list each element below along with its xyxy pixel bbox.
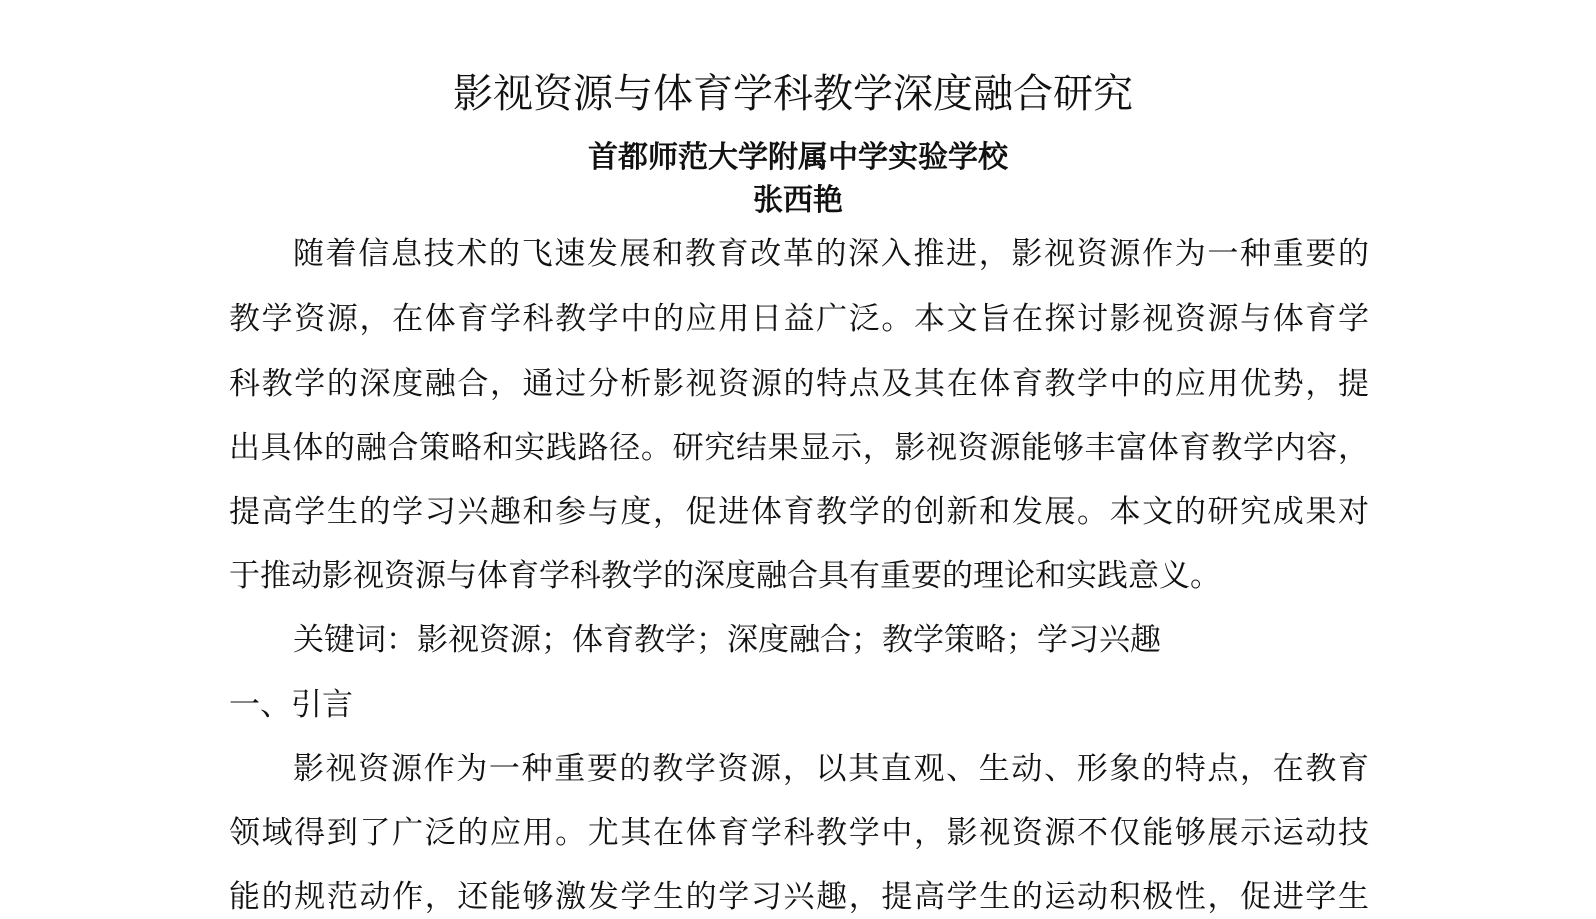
- section-heading: 一、引言: [229, 687, 353, 723]
- abstract-line: 于推动影视资源与体育学科教学的深度融合具有重要的理论和实践意义。: [229, 558, 1221, 594]
- author-affiliation: 首都师范大学附属中学实验学校: [588, 140, 1008, 175]
- abstract-line: 提高学生的学习兴趣和参与度，促进体育教学的创新和发展。本文的研究成果对: [229, 494, 1369, 530]
- intro-line: 能的规范动作，还能够激发学生的学习兴趣，提高学生的运动积极性，促进学生: [229, 879, 1369, 915]
- abstract-line: 科教学的深度融合，通过分析影视资源的特点及其在体育教学中的应用优势，提: [229, 366, 1369, 402]
- abstract-line: 出具体的融合策略和实践路径。研究结果显示，影视资源能够丰富体育教学内容，: [229, 430, 1369, 466]
- paper-title: 影视资源与体育学科教学深度融合研究: [453, 71, 1133, 117]
- intro-line: 领域得到了广泛的应用。尤其在体育学科教学中，影视资源不仅能够展示运动技: [229, 815, 1369, 851]
- abstract-line: 教学资源，在体育学科教学中的应用日益广泛。本文旨在探讨影视资源与体育学: [229, 301, 1369, 337]
- intro-line: 影视资源作为一种重要的教学资源，以其直观、生动、形象的特点，在教育: [293, 751, 1369, 787]
- author-name: 张西艳: [753, 183, 843, 218]
- abstract-line: 随着信息技术的飞速发展和教育改革的深入推进，影视资源作为一种重要的: [293, 236, 1369, 272]
- keywords-line: 关键词：影视资源；体育教学；深度融合；教学策略；学习兴趣: [293, 622, 1161, 658]
